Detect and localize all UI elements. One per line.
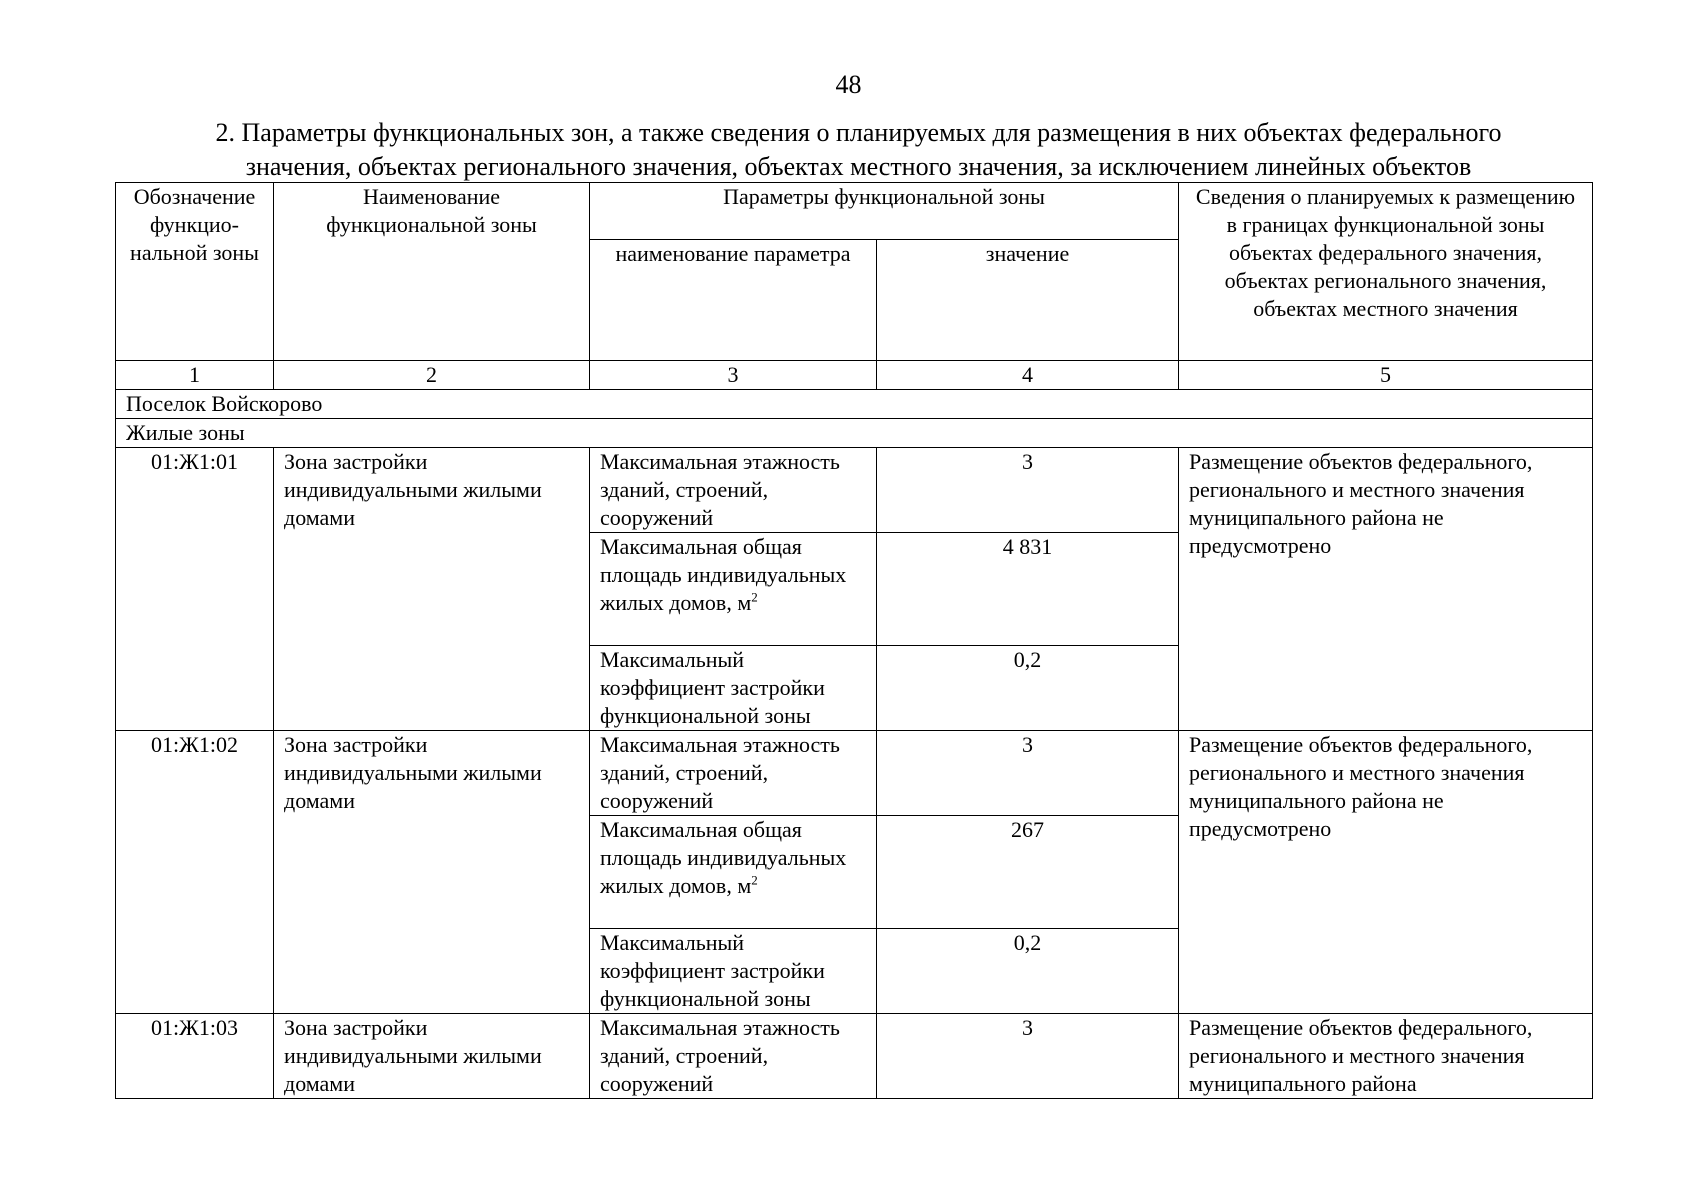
parameter-value: 0,2 xyxy=(877,646,1179,731)
zone-code: 01:Ж1:01 xyxy=(116,448,274,731)
page-number: 48 xyxy=(835,70,862,99)
parameter-value: 267 xyxy=(877,816,1179,929)
parameter-value: 0,2 xyxy=(877,929,1179,1014)
zone-group-row: Жилые зоны xyxy=(116,419,1593,448)
parameter-name: Максимальный коэффициент застройки функциональной зоны xyxy=(590,646,877,731)
header-zone-name: Наименование функциональной зоны xyxy=(274,183,590,361)
parameter-name: Максимальная этажность зданий, строений, сооружений xyxy=(590,731,877,816)
header-planned-objects: Сведения о планируемых к размещению в границах функциональной зоны объектах федерального значения, объектах регионального значения, объектах местного значения xyxy=(1179,183,1593,361)
settlement-row: Поселок Войскорово xyxy=(116,390,1593,419)
column-number: 1 xyxy=(116,361,274,390)
parameter-name-text: Максимальная общая площадь индивидуальных жилых домов, м xyxy=(600,534,847,615)
zone-code: 01:Ж1:02 xyxy=(116,731,274,1014)
unit-exponent: 2 xyxy=(751,872,758,888)
parameter-name: Максимальная этажность зданий, строений, сооружений xyxy=(590,448,877,533)
header-parameter-name: наименование параметра xyxy=(590,240,877,361)
table-row xyxy=(116,1014,1593,1099)
header-zone-code: Обозначение функцио-нальной зоны xyxy=(116,183,274,361)
parameter-name xyxy=(590,816,877,929)
table-row xyxy=(116,448,1593,533)
column-number: 5 xyxy=(1179,361,1593,390)
header-zone-parameters: Параметры функциональной зоны xyxy=(590,183,1179,240)
parameter-value: 3 xyxy=(877,731,1179,816)
header-parameter-value: значение xyxy=(877,240,1179,361)
planned-objects-info: Размещение объектов федерального, регионального и местного значения муниципального района не предусмотрено xyxy=(1179,731,1593,1014)
unit-exponent: 2 xyxy=(751,589,758,605)
parameter-name: Максимальная этажность зданий, строений, сооружений xyxy=(590,1014,877,1099)
parameter-value: 4 831 xyxy=(877,533,1179,646)
column-numbers-row xyxy=(116,361,1593,390)
zone-code: 01:Ж1:03 xyxy=(116,1014,274,1099)
parameter-value: 3 xyxy=(877,448,1179,533)
column-number: 2 xyxy=(274,361,590,390)
section-heading-line-1: 2. Параметры функциональных зон, а также сведения о планируемых для размещения в них объектах федерального xyxy=(215,118,1502,147)
table-row xyxy=(116,731,1593,816)
section-heading xyxy=(120,116,1597,184)
planned-objects-info: Размещение объектов федерального, регионального и местного значения муниципального района xyxy=(1179,1014,1593,1099)
parameter-name-text: Максимальная общая площадь индивидуальных жилых домов, м xyxy=(600,817,847,898)
parameter-value: 3 xyxy=(877,1014,1179,1099)
column-number: 3 xyxy=(590,361,877,390)
functional-zones-table xyxy=(115,182,1593,1099)
zone-name: Зона застройки индивидуальными жилыми домами xyxy=(274,448,590,731)
zone-name: Зона застройки индивидуальными жилыми домами xyxy=(274,1014,590,1099)
column-number: 4 xyxy=(877,361,1179,390)
zone-name: Зона застройки индивидуальными жилыми домами xyxy=(274,731,590,1014)
parameter-name xyxy=(590,533,877,646)
planned-objects-info: Размещение объектов федерального, регионального и местного значения муниципального района не предусмотрено xyxy=(1179,448,1593,731)
section-heading-line-2: значения, объектах регионального значения, объектах местного значения, за исключением линейных объектов xyxy=(245,152,1472,181)
parameter-name: Максимальный коэффициент застройки функциональной зоны xyxy=(590,929,877,1014)
